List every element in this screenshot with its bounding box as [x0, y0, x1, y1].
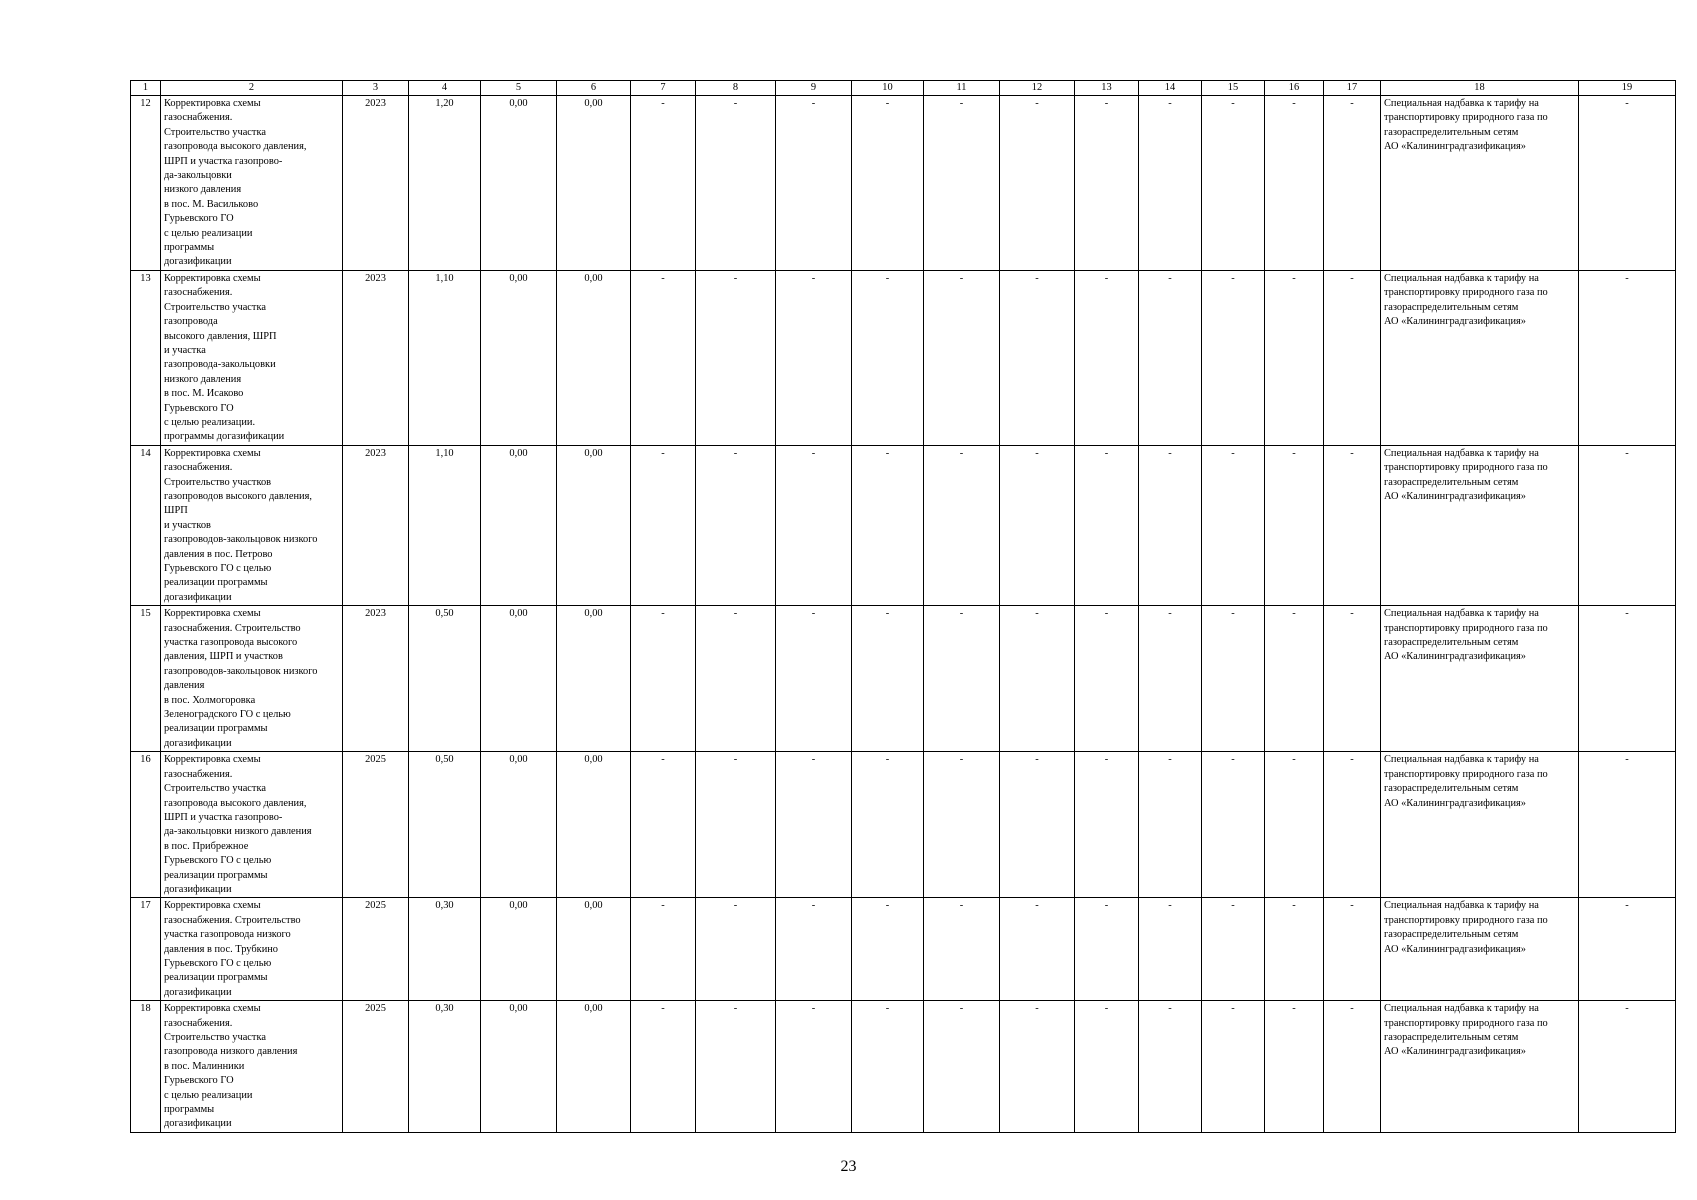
table-row	[131, 606, 1676, 752]
year-cell: 2023	[343, 270, 409, 445]
dash-cell: -	[1324, 1001, 1381, 1133]
column-header: 5	[481, 81, 557, 96]
table-row	[131, 96, 1676, 271]
column-header: 8	[696, 81, 776, 96]
row-number: 14	[131, 445, 161, 605]
dash-cell: -	[1265, 1001, 1324, 1133]
dash-cell: -	[1075, 606, 1139, 752]
dash-cell: -	[1202, 1001, 1265, 1133]
dash-cell: -	[1000, 606, 1075, 752]
dash-cell: -	[1139, 270, 1202, 445]
dash-cell: -	[1324, 752, 1381, 898]
dash-cell: -	[1075, 898, 1139, 1001]
table-body	[131, 96, 1676, 1133]
page-number: 23	[840, 1158, 857, 1175]
year-cell: 2023	[343, 606, 409, 752]
column-header: 12	[1000, 81, 1075, 96]
table-row	[131, 1001, 1676, 1133]
dash-cell: -	[696, 445, 776, 605]
column-header: 14	[1139, 81, 1202, 96]
value-cell: 0,00	[481, 898, 557, 1001]
project-description: Корректировка схемы газоснабжения. Строительство участка газопровода высокого давления, ШРП и участка газопрово- да-закольцовки низкого давления в пос. Прибрежное Гурьевского ГО с целью реализации программы догазификации	[161, 752, 343, 898]
dash-cell: -	[852, 752, 924, 898]
column-header: 9	[776, 81, 852, 96]
dash-cell: -	[924, 606, 1000, 752]
column-header: 11	[924, 81, 1000, 96]
financing-source: Специальная надбавка к тарифу на транспортировку природного газа по газораспределительным сетям АО «Калининградгазификация»	[1381, 752, 1579, 898]
dash-cell: -	[1579, 752, 1676, 898]
column-header: 16	[1265, 81, 1324, 96]
project-description: Корректировка схемы газоснабжения. Строительство участка газопровода высокого давления, ШРП и участка газопрово- да-закольцовки низкого давления в пос. М. Васильково Гурьевского ГО с целью реализации программы догазификации	[161, 96, 343, 271]
dash-cell: -	[1139, 1001, 1202, 1133]
dash-cell: -	[1000, 445, 1075, 605]
value-cell: 0,00	[557, 606, 631, 752]
dash-cell: -	[852, 445, 924, 605]
dash-cell: -	[696, 752, 776, 898]
dash-cell: -	[1202, 445, 1265, 605]
column-header: 4	[409, 81, 481, 96]
dash-cell: -	[852, 898, 924, 1001]
dash-cell: -	[696, 96, 776, 271]
dash-cell: -	[1324, 898, 1381, 1001]
dash-cell: -	[696, 606, 776, 752]
value-cell: 0,00	[557, 752, 631, 898]
dash-cell: -	[852, 1001, 924, 1133]
column-header: 10	[852, 81, 924, 96]
value-cell: 0,50	[409, 606, 481, 752]
dash-cell: -	[1075, 445, 1139, 605]
row-number: 12	[131, 96, 161, 271]
column-header: 17	[1324, 81, 1381, 96]
value-cell: 1,10	[409, 270, 481, 445]
investment-table	[130, 80, 1676, 1133]
dash-cell: -	[1000, 1001, 1075, 1133]
dash-cell: -	[1579, 96, 1676, 271]
dash-cell: -	[1265, 606, 1324, 752]
dash-cell: -	[924, 898, 1000, 1001]
header-row	[131, 81, 1676, 96]
dash-cell: -	[776, 898, 852, 1001]
dash-cell: -	[776, 606, 852, 752]
dash-cell: -	[631, 445, 696, 605]
dash-cell: -	[1075, 1001, 1139, 1133]
value-cell: 0,00	[481, 606, 557, 752]
row-number: 15	[131, 606, 161, 752]
value-cell: 0,00	[481, 752, 557, 898]
table-row	[131, 270, 1676, 445]
dash-cell: -	[1000, 96, 1075, 271]
value-cell: 0,00	[481, 96, 557, 271]
value-cell: 0,00	[557, 1001, 631, 1133]
dash-cell: -	[1265, 270, 1324, 445]
dash-cell: -	[1075, 96, 1139, 271]
dash-cell: -	[924, 752, 1000, 898]
row-number: 17	[131, 898, 161, 1001]
column-header: 18	[1381, 81, 1579, 96]
financing-source: Специальная надбавка к тарифу на транспортировку природного газа по газораспределительным сетям АО «Калининградгазификация»	[1381, 1001, 1579, 1133]
dash-cell: -	[1579, 270, 1676, 445]
financing-source: Специальная надбавка к тарифу на транспортировку природного газа по газораспределительным сетям АО «Калининградгазификация»	[1381, 445, 1579, 605]
table-row	[131, 898, 1676, 1001]
dash-cell: -	[852, 270, 924, 445]
dash-cell: -	[1139, 445, 1202, 605]
dash-cell: -	[1202, 752, 1265, 898]
dash-cell: -	[924, 445, 1000, 605]
dash-cell: -	[1139, 898, 1202, 1001]
column-header: 7	[631, 81, 696, 96]
column-header: 19	[1579, 81, 1676, 96]
dash-cell: -	[1202, 96, 1265, 271]
dash-cell: -	[631, 1001, 696, 1133]
dash-cell: -	[1202, 898, 1265, 1001]
dash-cell: -	[1579, 445, 1676, 605]
dash-cell: -	[1075, 270, 1139, 445]
dash-cell: -	[696, 270, 776, 445]
value-cell: 0,00	[557, 96, 631, 271]
column-header: 13	[1075, 81, 1139, 96]
column-header: 3	[343, 81, 409, 96]
financing-source: Специальная надбавка к тарифу на транспортировку природного газа по газораспределительным сетям АО «Калининградгазификация»	[1381, 898, 1579, 1001]
dash-cell: -	[1139, 96, 1202, 271]
dash-cell: -	[1265, 445, 1324, 605]
year-cell: 2025	[343, 1001, 409, 1133]
project-description: Корректировка схемы газоснабжения. Строительство участка газопровода высокого давления, ШРП и участка газопровода-закольцовки низкого давления в пос. М. Исаково Гурьевского ГО с целью реализации. программы догазификации	[161, 270, 343, 445]
value-cell: 0,00	[481, 445, 557, 605]
column-header: 6	[557, 81, 631, 96]
dash-cell: -	[852, 606, 924, 752]
year-cell: 2025	[343, 898, 409, 1001]
dash-cell: -	[631, 752, 696, 898]
value-cell: 0,30	[409, 898, 481, 1001]
value-cell: 0,30	[409, 1001, 481, 1133]
dash-cell: -	[1324, 270, 1381, 445]
dash-cell: -	[1265, 96, 1324, 271]
financing-source: Специальная надбавка к тарифу на транспортировку природного газа по газораспределительным сетям АО «Калининградгазификация»	[1381, 270, 1579, 445]
financing-source: Специальная надбавка к тарифу на транспортировку природного газа по газораспределительным сетям АО «Калининградгазификация»	[1381, 96, 1579, 271]
dash-cell: -	[631, 96, 696, 271]
dash-cell: -	[1324, 96, 1381, 271]
year-cell: 2023	[343, 445, 409, 605]
dash-cell: -	[631, 270, 696, 445]
dash-cell: -	[631, 898, 696, 1001]
dash-cell: -	[1324, 606, 1381, 752]
value-cell: 1,10	[409, 445, 481, 605]
dash-cell: -	[852, 96, 924, 271]
table-row	[131, 445, 1676, 605]
project-description: Корректировка схемы газоснабжения. Строительство участка газопровода низкого давления в пос. Трубкино Гурьевского ГО с целью реализации программы догазификации	[161, 898, 343, 1001]
dash-cell: -	[776, 1001, 852, 1133]
dash-cell: -	[1579, 1001, 1676, 1133]
year-cell: 2023	[343, 96, 409, 271]
dash-cell: -	[696, 898, 776, 1001]
dash-cell: -	[776, 752, 852, 898]
financing-source: Специальная надбавка к тарифу на транспортировку природного газа по газораспределительным сетям АО «Калининградгазификация»	[1381, 606, 1579, 752]
value-cell: 0,00	[557, 898, 631, 1001]
dash-cell: -	[1265, 898, 1324, 1001]
dash-cell: -	[631, 606, 696, 752]
dash-cell: -	[924, 1001, 1000, 1133]
dash-cell: -	[776, 96, 852, 271]
dash-cell: -	[1000, 752, 1075, 898]
dash-cell: -	[1000, 270, 1075, 445]
column-header: 15	[1202, 81, 1265, 96]
dash-cell: -	[1579, 898, 1676, 1001]
value-cell: 0,00	[481, 270, 557, 445]
project-description: Корректировка схемы газоснабжения. Строительство участка газопровода высокого давления, ШРП и участков газопроводов-закольцовок низкого давления в пос. Холмогоровка Зеленоградского ГО с целью реализации программы догазификации	[161, 606, 343, 752]
dash-cell: -	[1202, 606, 1265, 752]
dash-cell: -	[924, 270, 1000, 445]
row-number: 13	[131, 270, 161, 445]
row-number: 16	[131, 752, 161, 898]
value-cell: 0,00	[557, 445, 631, 605]
project-description: Корректировка схемы газоснабжения. Строительство участка газопровода низкого давления в пос. Малинники Гурьевского ГО с целью реализации программы догазификации	[161, 1001, 343, 1133]
dash-cell: -	[696, 1001, 776, 1133]
value-cell: 0,50	[409, 752, 481, 898]
column-header: 2	[161, 81, 343, 96]
dash-cell: -	[1202, 270, 1265, 445]
value-cell: 1,20	[409, 96, 481, 271]
dash-cell: -	[1139, 752, 1202, 898]
dash-cell: -	[1075, 752, 1139, 898]
value-cell: 0,00	[481, 1001, 557, 1133]
dash-cell: -	[1265, 752, 1324, 898]
dash-cell: -	[1579, 606, 1676, 752]
row-number: 18	[131, 1001, 161, 1133]
column-header: 1	[131, 81, 161, 96]
table-row	[131, 752, 1676, 898]
dash-cell: -	[776, 445, 852, 605]
dash-cell: -	[1324, 445, 1381, 605]
project-description: Корректировка схемы газоснабжения. Строительство участков газопроводов высокого давления, ШРП и участков газопроводов-закольцовок низкого давления в пос. Петрово Гурьевского ГО с целью реализации программы догазификации	[161, 445, 343, 605]
dash-cell: -	[1139, 606, 1202, 752]
dash-cell: -	[776, 270, 852, 445]
year-cell: 2025	[343, 752, 409, 898]
dash-cell: -	[1000, 898, 1075, 1001]
value-cell: 0,00	[557, 270, 631, 445]
dash-cell: -	[924, 96, 1000, 271]
